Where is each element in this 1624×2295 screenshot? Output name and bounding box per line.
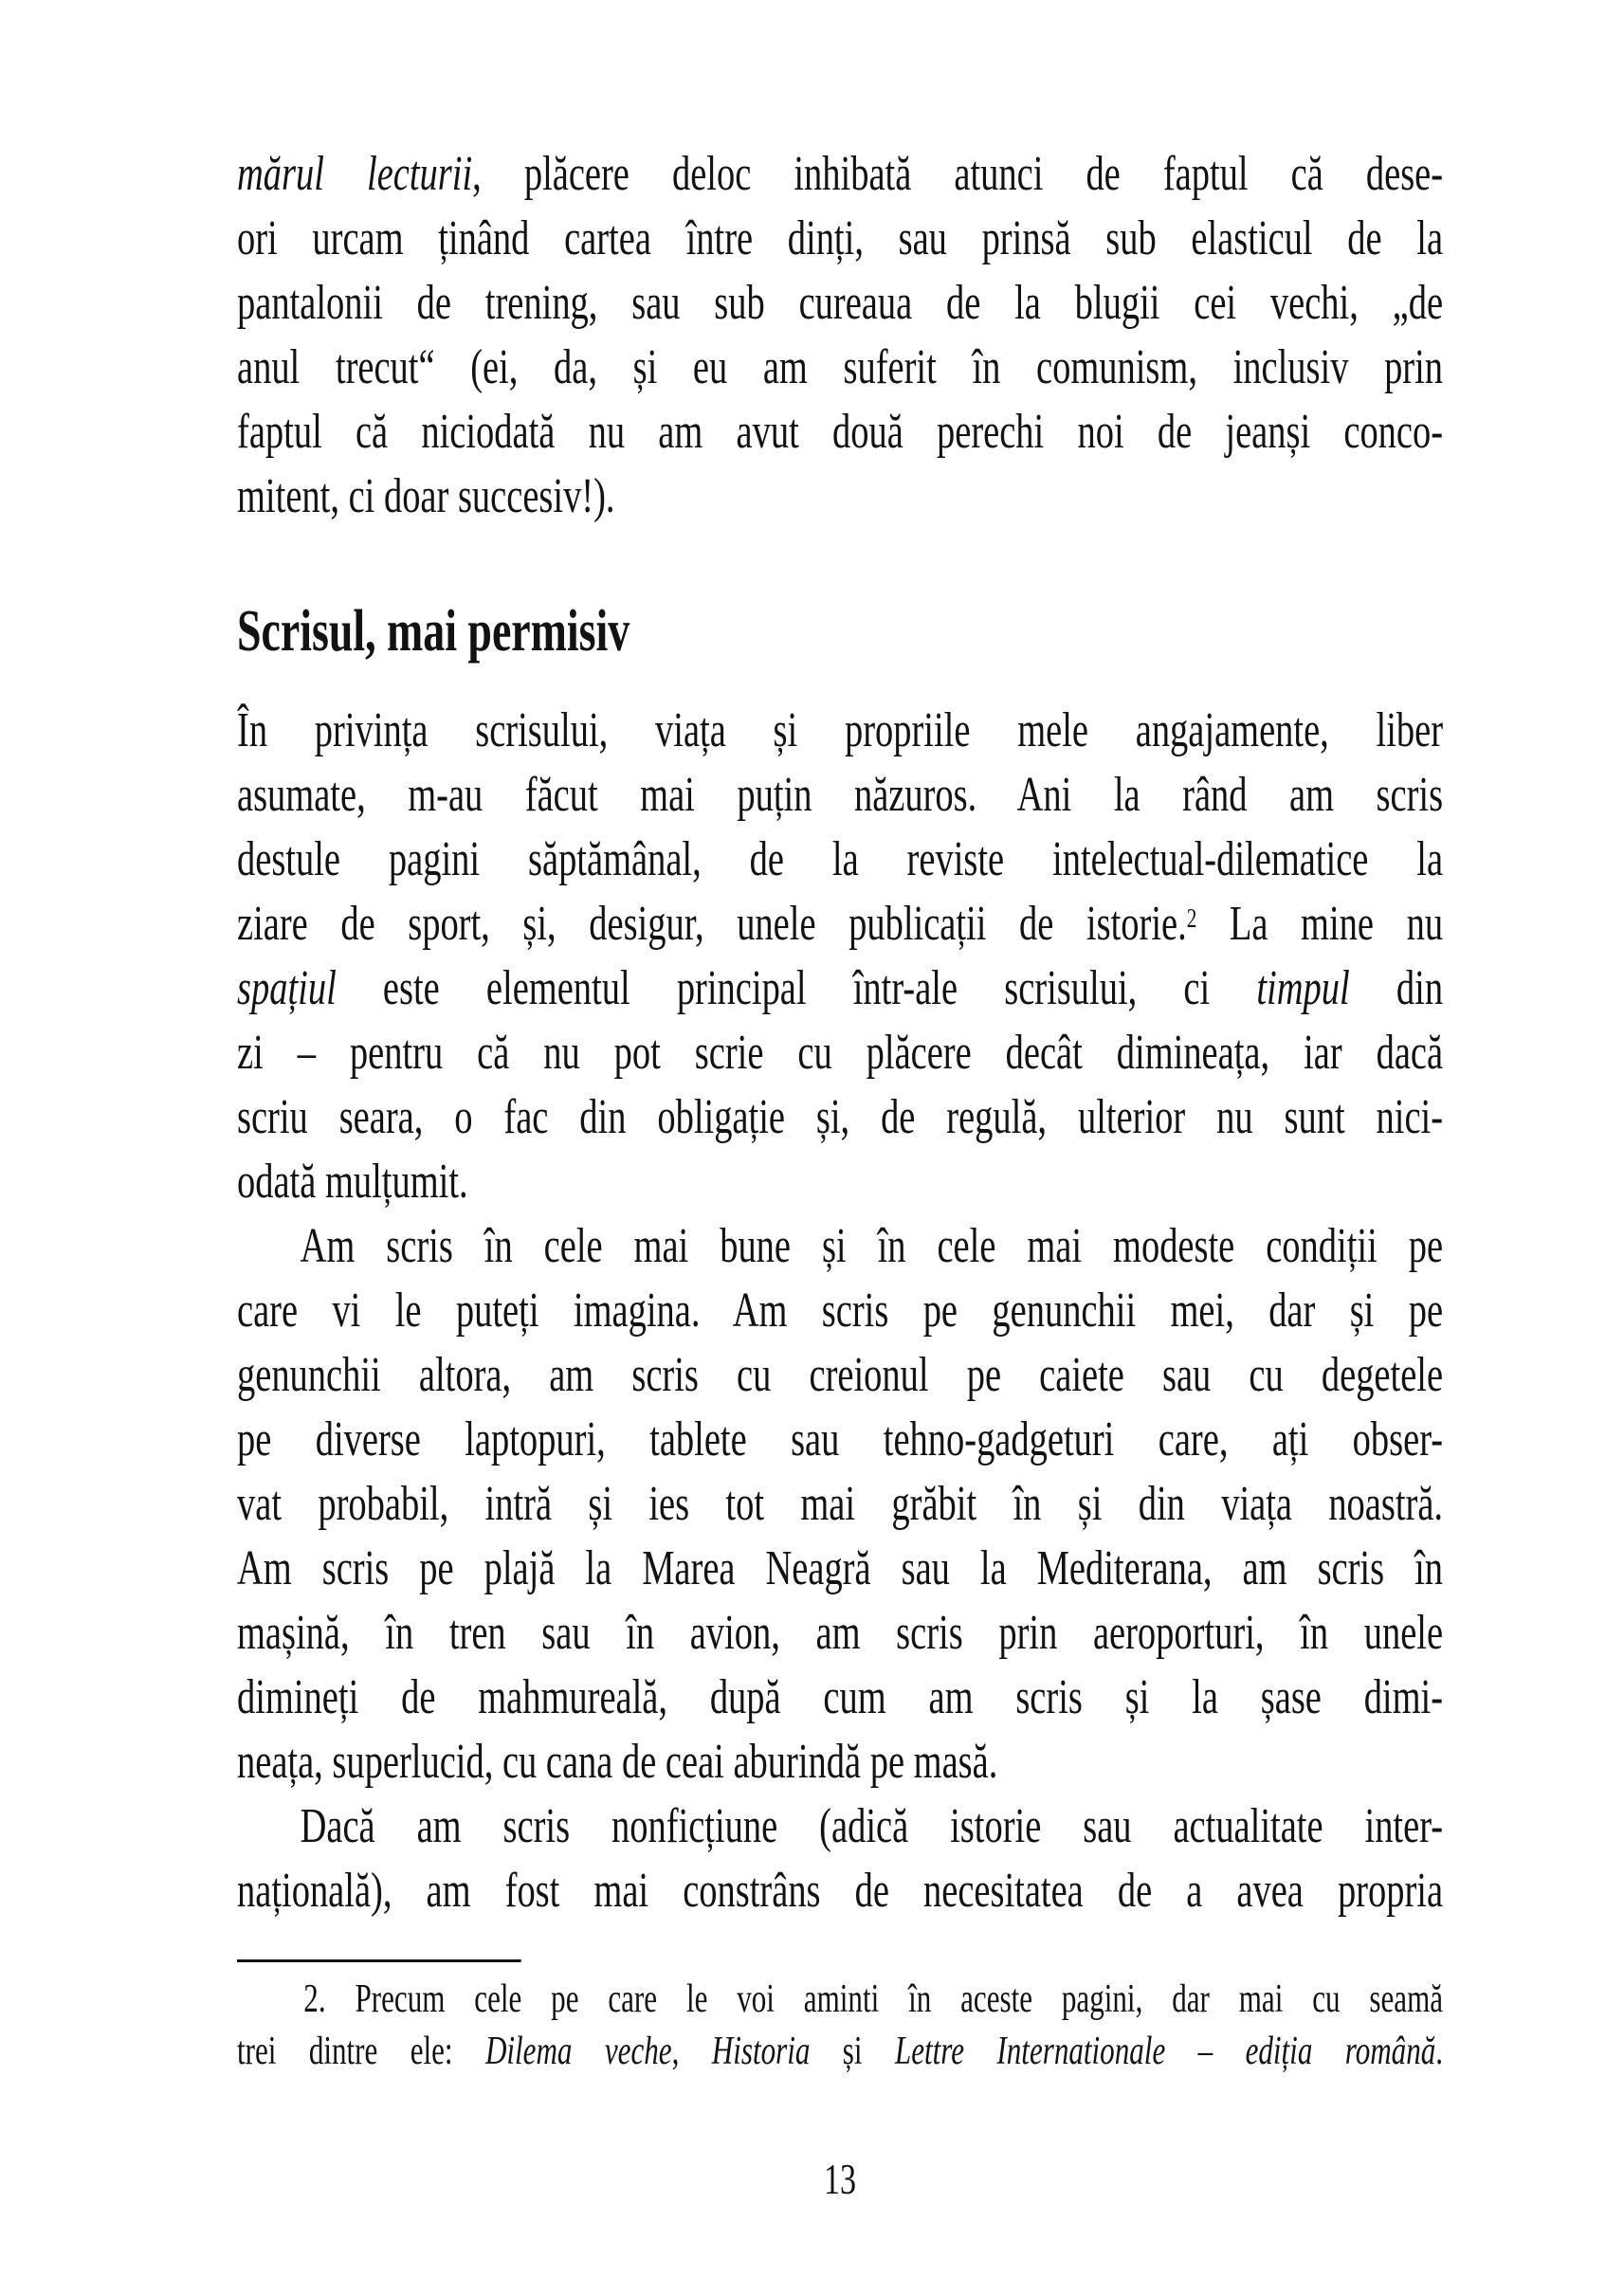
text-line: Am scris în cele mai bune și în cele mai modeste condiții pe — [300, 1219, 1444, 1273]
page-number: 13 — [824, 2155, 857, 2203]
italic-title: Lettre Internationale – ediția română — [894, 2030, 1436, 2073]
footnote-reference-superscript: 2 — [1186, 904, 1197, 935]
text-line: pe diverse laptopuri, tablete sau tehno-gadgeturi care, ați obser- — [237, 1412, 1444, 1466]
text-line: asumate, m-au făcut mai puțin năzuros. Ani la rând am scris — [237, 768, 1444, 822]
section-heading: Scrisul, mai permisiv — [237, 599, 630, 664]
italic-phrase: timpul — [1256, 961, 1350, 1015]
text-line: În privința scrisului, viața și propriile mele angajamente, liber — [237, 703, 1444, 757]
text-segment: , plăcere deloc inhibată atunci de faptul că dese- — [472, 147, 1444, 201]
text-line — [237, 892, 1443, 956]
text-line: anul trecut“ (ei, da, și eu am suferit în comunism, inclusiv prin — [237, 340, 1444, 394]
text-line — [237, 956, 1443, 1021]
footnote — [237, 1974, 1443, 2078]
text-line: dimineți de mahmureală, după cum am scris și la șase dimi- — [237, 1670, 1444, 1724]
text-segment: ziare de sport, și, desigur, unele publicații de istorie. — [237, 897, 1187, 951]
text-line: destule pagini săptămânal, de la reviste intelectual-dilematice la — [237, 832, 1444, 886]
text-line: odată mulțumit. — [237, 1155, 468, 1209]
footnote-line — [237, 2026, 1443, 2078]
paragraph-2 — [237, 699, 1443, 1214]
text-segment: , — [671, 2030, 712, 2073]
text-line: care vi le puteți imagina. Am scris pe genunchii mei, dar și pe — [237, 1284, 1444, 1338]
text-line: scriu seara, o fac din obligație și, de regulă, ulterior nu sunt nici- — [237, 1090, 1444, 1144]
paragraph-4 — [237, 1794, 1443, 1923]
text-segment: La mine nu — [1196, 897, 1444, 951]
text-segment: . — [1435, 2030, 1444, 2073]
text-line: mitent, ci doar succesiv!). — [237, 469, 615, 523]
text-line — [237, 142, 1443, 207]
text-line: națională), am fost mai constrâns de necesitatea de a avea propria — [237, 1864, 1444, 1918]
text-line: neața, superlucid, cu cana de ceai aburindă pe masă. — [237, 1735, 998, 1789]
paragraph-3 — [237, 1214, 1443, 1794]
text-line: pantalonii de trening, sau sub cureaua de la blugii cei vechi, „de — [237, 276, 1444, 330]
text-line: vat probabil, intră și ies tot mai grăbit în și din viața noastră. — [237, 1477, 1444, 1531]
book-page-text-block — [237, 142, 1443, 2203]
italic-phrase: mărul lecturii — [237, 147, 473, 201]
text-segment: și — [810, 2030, 895, 2073]
paragraph-1 — [237, 142, 1443, 529]
italic-title: Historia — [711, 2030, 811, 2073]
text-segment: trei dintre ele: — [237, 2030, 485, 2073]
footnote-separator-rule — [237, 1959, 521, 1962]
italic-title: Dilema veche — [484, 2030, 672, 2073]
text-segment: din — [1349, 961, 1444, 1015]
text-line: Am scris pe plajă la Marea Neagră sau la Mediterana, am scris în — [237, 1541, 1444, 1595]
italic-phrase: spațiul — [237, 961, 337, 1015]
text-line: faptul că niciodată nu am avut două perechi noi de jeanși conco- — [237, 405, 1444, 459]
text-line: Dacă am scris nonficțiune (adică istorie sau actualitate inter- — [300, 1799, 1444, 1853]
text-line: ori urcam ținând cartea între dinți, sau prinsă sub elasticul de la — [237, 211, 1444, 265]
footnote-line: 2. Precum cele pe care le voi aminti în aceste pagini, dar mai cu seamă — [303, 1977, 1444, 2021]
text-line: zi – pentru că nu pot scrie cu plăcere decât dimineața, iar dacă — [237, 1026, 1444, 1080]
text-line: mașină, în tren sau în avion, am scris prin aeroporturi, în unele — [237, 1606, 1444, 1660]
text-line: genunchii altora, am scris cu creionul pe caiete sau cu degetele — [237, 1348, 1444, 1402]
text-segment: este elementul principal într-ale scrisului, ci — [336, 961, 1257, 1015]
